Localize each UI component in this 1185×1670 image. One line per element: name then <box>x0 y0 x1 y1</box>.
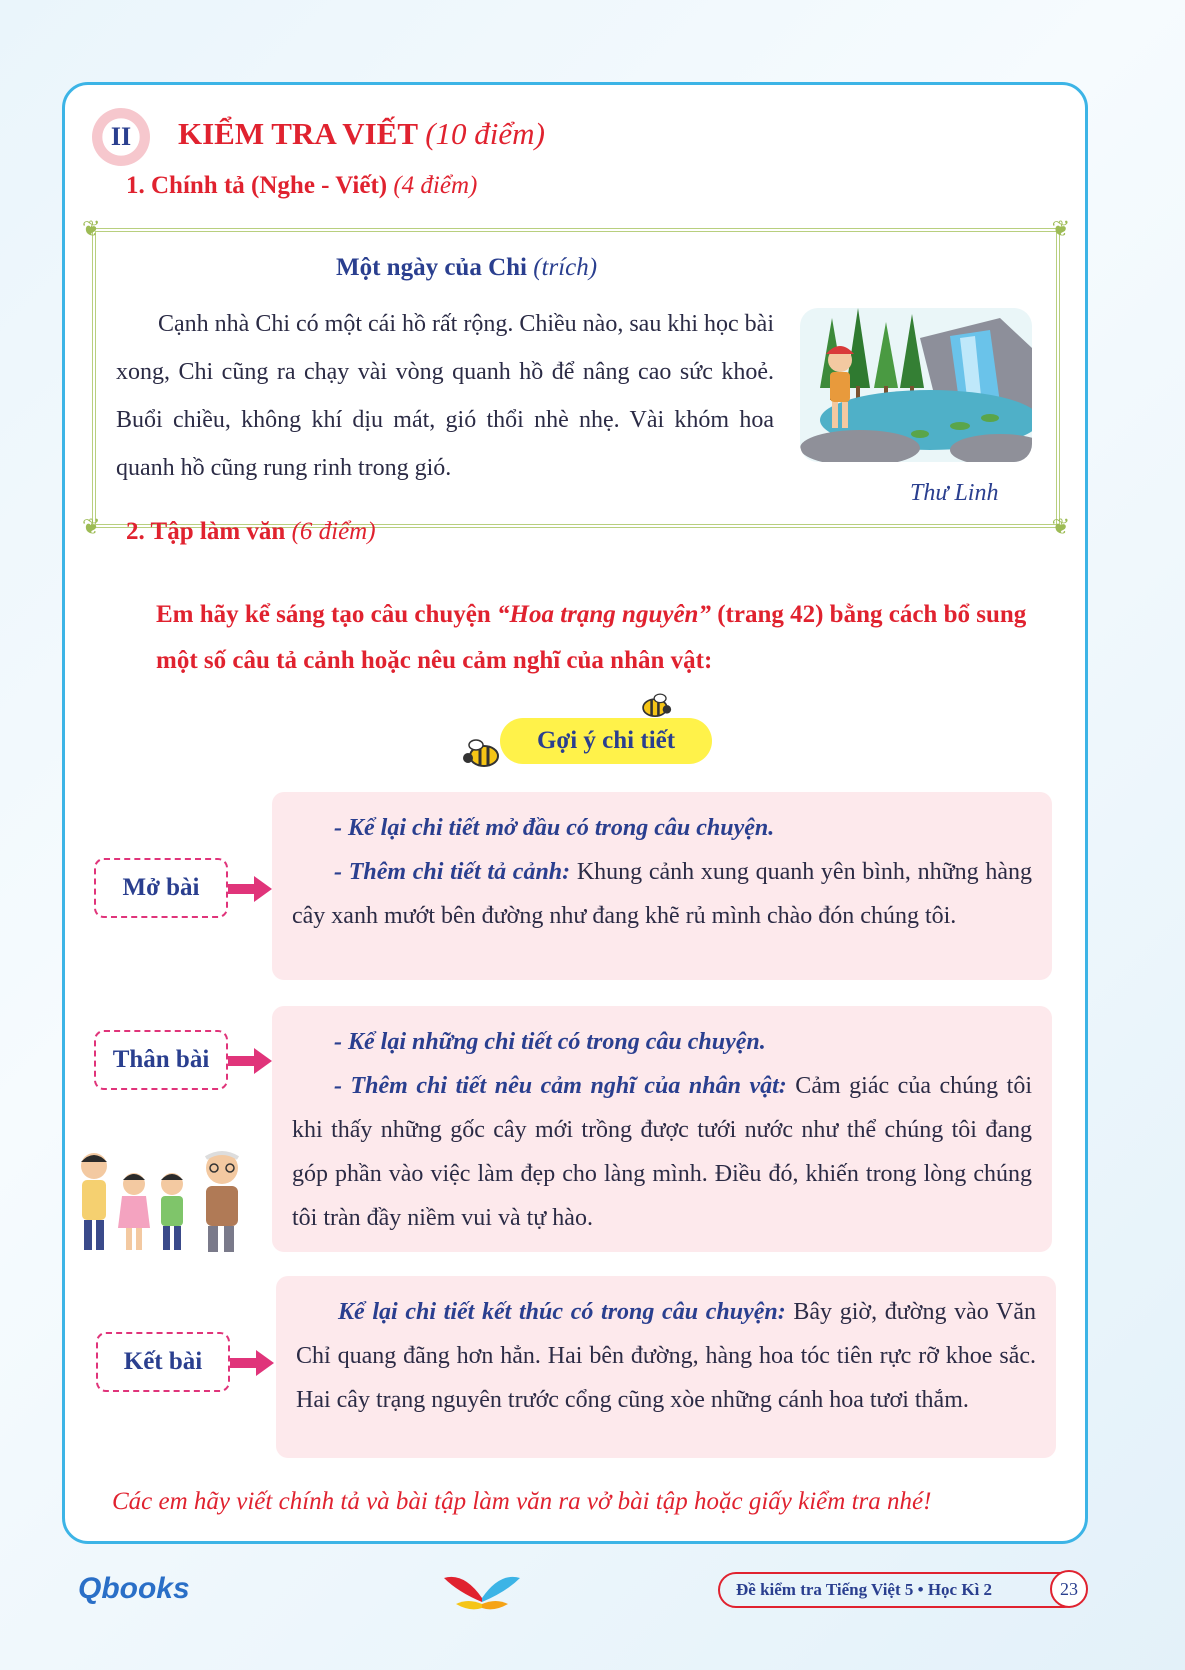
prompt-text: Em hãy kể sáng tạo câu chuyện <box>156 601 498 628</box>
body-box <box>272 1006 1052 1252</box>
bee-icon <box>462 738 502 770</box>
conclusion-box <box>276 1276 1056 1458</box>
intro-lead: - Thêm chi tiết tả cảnh: <box>334 859 571 885</box>
body-tag <box>94 1030 228 1090</box>
body-lead: - Thêm chi tiết nêu cảm nghĩ của nhân vật: <box>334 1073 787 1099</box>
prompt-text-end: (trang 42) bằng cách bổ sung một số câu tả cảnh hoặc nêu cảm nghĩ của nhân vật: <box>156 601 1027 674</box>
closing-instruction: Các em hãy viết chính tả và bài tập làm văn ra vở bài tập hoặc giấy kiểm tra nhé! <box>112 1488 932 1515</box>
conclusion-tag-label: Kết bài <box>123 1348 203 1375</box>
ornament-icon: ❦ <box>1051 216 1070 241</box>
intro-tag-label: Mở bài <box>122 874 200 901</box>
body-line1: - Kể lại những chi tiết có trong câu chuyện. <box>334 1029 766 1055</box>
intro-line2 <box>292 850 1032 938</box>
book-title: Đề kiểm tra Tiếng Việt 5 • Học Kì 2 <box>736 1580 993 1599</box>
lake-scene-illustration <box>800 308 1032 462</box>
body-line2 <box>292 1064 1032 1240</box>
intro-text: Khung cảnh xung quanh yên bình, những hàng cây xanh mướt bên đường như đang khẽ rủ mình chào đón chúng tôi. <box>292 859 1032 929</box>
prompt-story-title: “Hoa trạng nguyên” <box>497 601 711 628</box>
passage-title-text: Một ngày của Chi <box>336 254 527 281</box>
conclusion-lead: Kể lại chi tiết kết thúc có trong câu chuyện: <box>338 1299 786 1325</box>
arrow-right-icon <box>230 1350 274 1376</box>
page-number-badge <box>1050 1570 1088 1608</box>
hint-label-badge <box>500 718 712 764</box>
section-title-text: KIỂM TRA VIẾT <box>178 116 418 151</box>
intro-line1: - Kể lại chi tiết mở đầu có trong câu chuyện. <box>334 815 775 841</box>
writing-prompt <box>156 592 1066 684</box>
ornament-icon: ❦ <box>1051 514 1070 539</box>
part2-points: (6 điểm) <box>291 518 376 545</box>
part2-label: 2. Tập làm văn <box>126 518 286 545</box>
page-number: 23 <box>1060 1578 1078 1599</box>
hint-label: Gợi ý chi tiết <box>536 727 676 754</box>
passage-title <box>336 254 597 282</box>
family-illustration <box>74 1148 264 1258</box>
section-title <box>178 116 545 152</box>
intro-box <box>272 792 1052 980</box>
publisher-logo: Qbooks <box>78 1572 190 1605</box>
dictation-passage: Cạnh nhà Chi có một cái hồ rất rộng. Chiều nào, sau khi học bài xong, Chi cũng ra chạy vài vòng quanh hồ để nâng cao sức khoẻ. Buổi chiều, không khí dịu mát, gió thổi nhè nhẹ. Vài khóm hoa quanh hồ cũng rung rinh trong gió. <box>116 311 774 481</box>
part2-heading <box>126 518 376 546</box>
ornament-icon: ❦ <box>82 216 101 241</box>
bee-icon <box>638 692 672 720</box>
body-text: Cảm giác của chúng tôi khi thấy những gốc cây mới trồng được tưới nước như thể chúng tôi đang góp phần vào việc làm đẹp cho làng mình. Điều đó, khiến trong lòng chúng tôi tràn đầy niềm vui và tự hào. <box>292 1073 1033 1231</box>
passage-author: Thư Linh <box>910 480 999 506</box>
conclusion-text-block <box>296 1290 1036 1422</box>
arrow-right-icon <box>228 876 272 902</box>
passage-note: (trích) <box>533 254 598 281</box>
intro-tag <box>94 858 228 918</box>
section-number: II <box>110 122 132 151</box>
part1-label: 1. Chính tả (Nghe - Viết) <box>126 172 388 199</box>
arrow-right-icon <box>228 1048 272 1074</box>
book-title-pill <box>718 1572 1082 1608</box>
ornament-icon: ❦ <box>82 514 101 539</box>
body-tag-label: Thân bài <box>112 1046 210 1073</box>
part1-points: (4 điểm) <box>393 172 478 199</box>
section-number-badge <box>92 108 150 166</box>
part1-heading <box>126 172 477 200</box>
conclusion-text: Bây giờ, đường vào Văn Chỉ quang đãng hơn hẳn. Hai bên đường, hàng hoa tóc tiên rực rỡ khoe sắc. Hai cây trạng nguyên trước cổng cũng xòe những cánh hoa tươi thắm. <box>296 1299 1037 1413</box>
section-points: (10 điểm) <box>425 116 545 151</box>
wings-logo-icon <box>444 1568 520 1612</box>
conclusion-tag <box>96 1332 230 1392</box>
